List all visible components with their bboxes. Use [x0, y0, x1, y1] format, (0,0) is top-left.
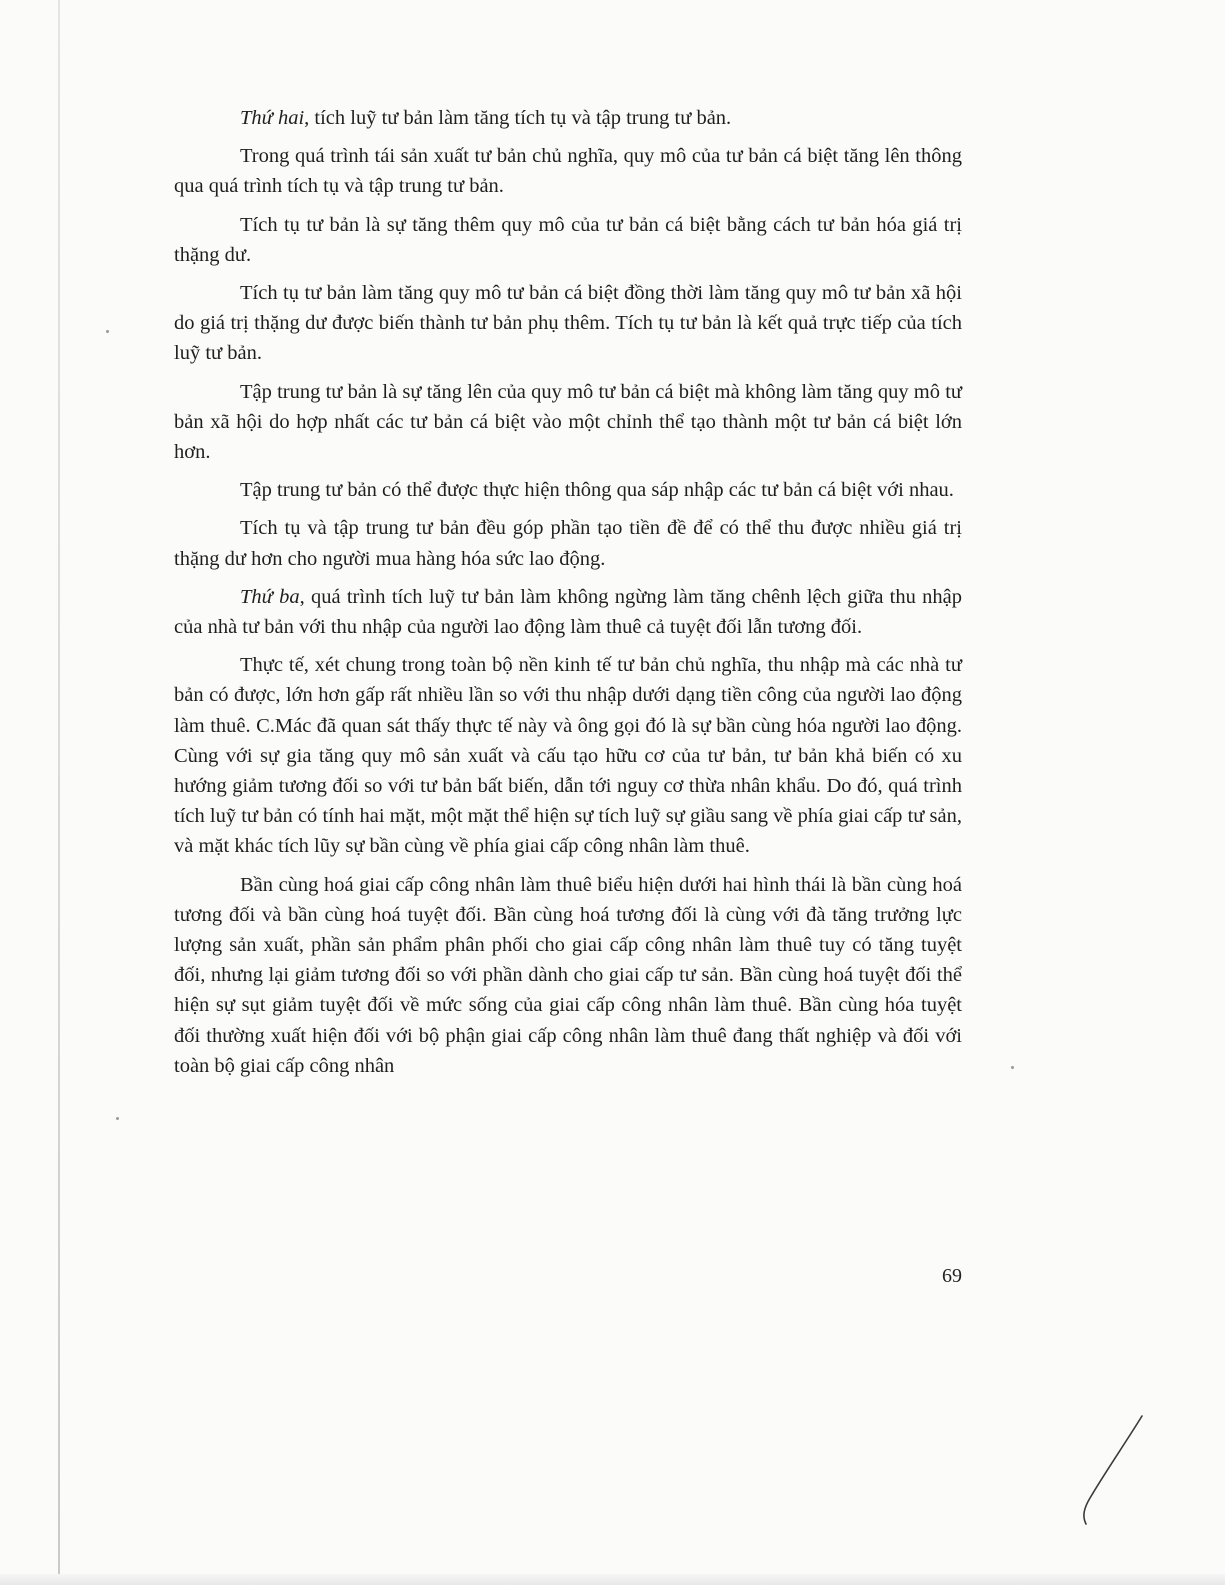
paragraph-3-text: Tích tụ tư bản là sự tăng thêm quy mô của tư bản cá biệt bằng cách tư bản hóa giá trị thặng dư.	[174, 213, 962, 266]
paragraph-3	[174, 210, 962, 270]
paragraph-10	[174, 870, 962, 1081]
paragraph-7-text: Tích tụ và tập trung tư bản đều góp phần tạo tiền đề để có thể thu được nhiều giá trị thặng dư hơn cho người mua hàng hóa sức lao động.	[174, 517, 962, 570]
paragraph-4-text: Tích tụ tư bản làm tăng quy mô tư bản cá biệt đồng thời làm tăng quy mô tư bản xã hội do giá trị thặng dư được biến thành tư bản phụ thêm. Tích tụ tư bản là kết quả trực tiếp của tích luỹ tư bản.	[174, 282, 962, 365]
paragraph-10-text: Bần cùng hoá giai cấp công nhân làm thuê biểu hiện dưới hai hình thái là bần cùng hoá tương đối và bần cùng hoá tuyệt đối. Bần cùng hoá tương đối là cùng với đà tăng trưởng lực lượng sản xuất, phần sản phẩm phân phối cho giai cấp công nhân làm thuê tuy có tăng tuyệt đối, nhưng lại giảm tương đối so với phần dành cho giai cấp tư sản. Bần cùng hoá tuyệt đối thể hiện sự sụt giảm tuyệt đối về mức sống của giai cấp công nhân làm thuê. Bần cùng hóa tuyệt đối thường xuất hiện đối với bộ phận giai cấp công nhân làm thuê đang thất nghiệp và đối với toàn bộ giai cấp công nhân	[174, 873, 962, 1077]
scan-speck	[116, 1117, 119, 1120]
paragraph-6	[174, 475, 962, 505]
paragraph-5	[174, 377, 962, 468]
page-number: 69	[942, 1265, 962, 1287]
scan-speck	[106, 330, 109, 333]
paragraph-2	[174, 141, 962, 201]
paragraph-9-text: Thực tế, xét chung trong toàn bộ nền kinh tế tư bản chủ nghĩa, thu nhập mà các nhà tư bản có được, lớn hơn gấp rất nhiều lần so với thu nhập dưới dạng tiền công của người lao động làm thuê. C.Mác đã quan sát thấy thực tế này và ông gọi đó là sự bần cùng hóa người lao động. Cùng với sự gia tăng quy mô sản xuất và cấu tạo hữu cơ của tư bản, tư bản khả biến có xu hướng giảm tương đối so với tư bản bất biến, dẫn tới nguy cơ thừa nhân khẩu. Do đó, quá trình tích luỹ tư bản có tính hai mặt, một mặt thể hiện sự tích luỹ sự giầu sang về phía giai cấp tư sản, và mặt khác tích lũy sự bần cùng về phía giai cấp công nhân làm thuê.	[174, 654, 962, 858]
paragraph-6-text: Tập trung tư bản có thể được thực hiện thông qua sáp nhập các tư bản cá biệt với nhau.	[240, 479, 954, 502]
paragraph-5-text: Tập trung tư bản là sự tăng lên của quy mô tư bản cá biệt mà không làm tăng quy mô tư bản xã hội do hợp nhất các tư bản cá biệt vào một chỉnh thể tạo thành một tư bản cá biệt lớn hơn.	[174, 380, 962, 464]
paragraph-8	[174, 582, 962, 642]
paragraph-1-text: , tích luỹ tư bản làm tăng tích tụ và tập trung tư bản.	[304, 107, 732, 129]
scan-bottom-edge	[0, 1574, 1225, 1585]
body-text	[174, 103, 962, 1089]
scan-left-edge	[58, 0, 60, 1585]
paragraph-4	[174, 278, 962, 369]
paragraph-8-lead: Thứ ba	[240, 585, 300, 608]
pen-stroke-mark	[1070, 1412, 1150, 1532]
paragraph-1	[174, 103, 962, 133]
paragraph-1-lead: Thứ hai	[240, 107, 305, 129]
scan-speck	[1011, 1066, 1014, 1069]
paragraph-9	[174, 650, 962, 861]
paragraph-8-text: , quá trình tích luỹ tư bản làm không ngừng làm tăng chênh lệch giữa thu nhập của nhà tư bản với thu nhập của người lao động làm thuê cả tuyệt đối lẫn tương đối.	[174, 585, 962, 639]
paragraph-2-text: Trong quá trình tái sản xuất tư bản chủ nghĩa, quy mô của tư bản cá biệt tăng lên thông qua quá trình tích tụ và tập trung tư bản.	[174, 145, 962, 198]
paragraph-7	[174, 513, 962, 573]
